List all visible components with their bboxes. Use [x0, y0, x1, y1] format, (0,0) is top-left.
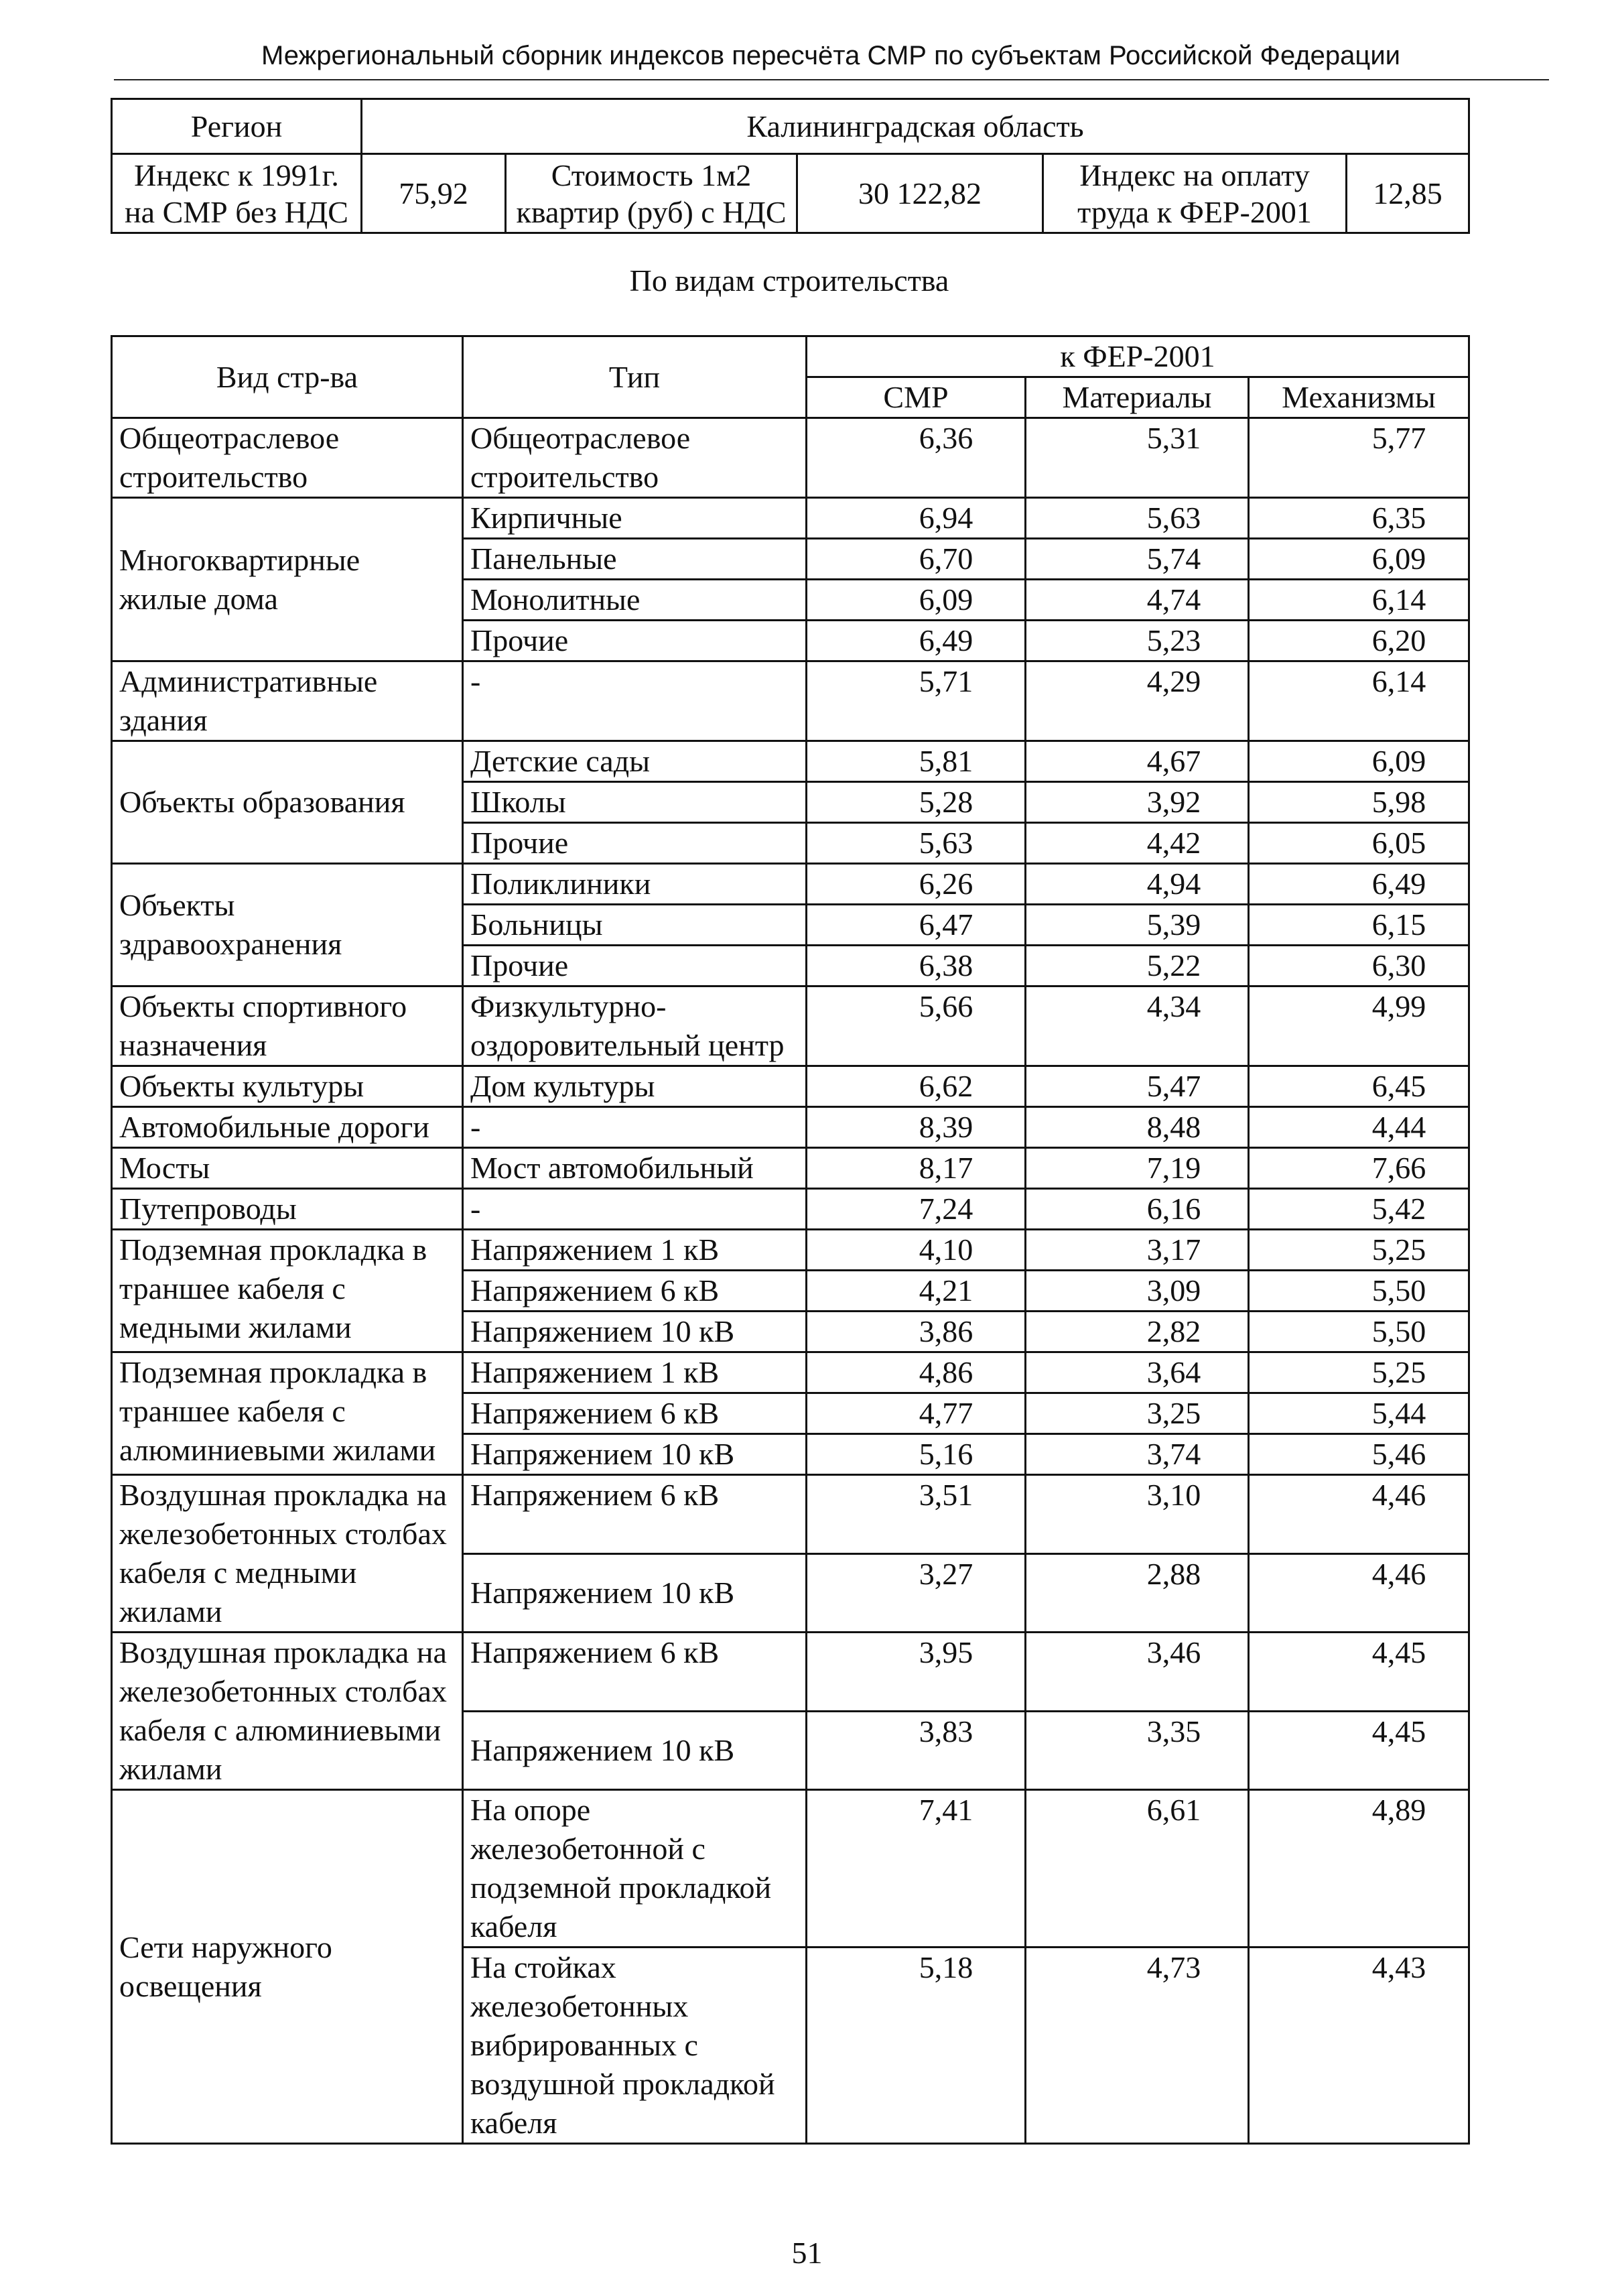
cell-type: -	[463, 1107, 807, 1148]
region-value: Калининградская область	[362, 99, 1469, 154]
cost-value: 30 122,82	[797, 154, 1043, 233]
cell-materials: 4,67	[1026, 741, 1249, 782]
cell-materials: 3,25	[1026, 1393, 1249, 1434]
index-table	[111, 335, 1470, 2145]
cell-smr: 5,28	[807, 782, 1026, 823]
cell-materials: 3,74	[1026, 1434, 1249, 1475]
cell-mechanisms: 5,46	[1249, 1434, 1469, 1475]
cell-type: Общеотраслевое строительство	[463, 418, 807, 498]
cell-mechanisms: 6,30	[1249, 946, 1469, 986]
page-number: 51	[791, 2236, 823, 2270]
cell-smr: 5,81	[807, 741, 1026, 782]
cell-mechanisms: 6,49	[1249, 864, 1469, 905]
cell-mechanisms: 6,15	[1249, 905, 1469, 946]
cell-mechanisms: 6,09	[1249, 741, 1469, 782]
cell-materials: 6,16	[1026, 1189, 1249, 1230]
col-mechanisms-header: Механизмы	[1249, 377, 1469, 418]
section-subtitle: По видам строительства	[629, 263, 949, 298]
cell-type: На стойках железобетонных вибрированных с воздушной прокладкой кабеля	[463, 1948, 807, 2144]
cell-smr: 3,86	[807, 1312, 1026, 1352]
cell-materials: 5,74	[1026, 539, 1249, 580]
index-value: 75,92	[362, 154, 506, 233]
table-row	[112, 1066, 1469, 1107]
page-header: Межрегиональный сборник индексов пересчёта СМР по субъектам Российской Федерации	[261, 41, 1401, 70]
cell-materials: 5,39	[1026, 905, 1249, 946]
labor-label: Индекс на оплату труда к ФЕР-2001	[1043, 154, 1347, 233]
cell-type: -	[463, 1189, 807, 1230]
cell-materials: 5,47	[1026, 1066, 1249, 1107]
cell-materials: 3,64	[1026, 1352, 1249, 1393]
cell-smr: 6,36	[807, 418, 1026, 498]
index-table-body	[112, 418, 1469, 2144]
table-row	[112, 1352, 1469, 1393]
cell-mechanisms: 5,50	[1249, 1271, 1469, 1312]
cell-type: Физкультурно-оздоровительный центр	[463, 986, 807, 1066]
cell-type: Прочие	[463, 946, 807, 986]
cell-type: Напряжением 6 кВ	[463, 1393, 807, 1434]
cell-materials: 3,09	[1026, 1271, 1249, 1312]
cell-mechanisms: 6,14	[1249, 580, 1469, 621]
cell-mechanisms: 4,89	[1249, 1790, 1469, 1948]
cell-smr: 3,51	[807, 1475, 1026, 1554]
cell-smr: 5,71	[807, 661, 1026, 741]
cell-materials: 2,88	[1026, 1553, 1249, 1633]
col-group-header: к ФЕР-2001	[807, 336, 1469, 377]
cell-smr: 4,86	[807, 1352, 1026, 1393]
cell-type: Монолитные	[463, 580, 807, 621]
cell-smr: 4,21	[807, 1271, 1026, 1312]
cell-mechanisms: 4,45	[1249, 1633, 1469, 1712]
cell-smr: 5,66	[807, 986, 1026, 1066]
col-materials-header: Материалы	[1026, 377, 1249, 418]
cell-materials: 2,82	[1026, 1312, 1249, 1352]
cell-kind: Административные здания	[112, 661, 463, 741]
cell-materials: 3,35	[1026, 1711, 1249, 1790]
cell-materials: 5,63	[1026, 498, 1249, 539]
labor-value: 12,85	[1347, 154, 1469, 233]
cell-type: Напряжением 6 кВ	[463, 1271, 807, 1312]
cell-mechanisms: 5,25	[1249, 1352, 1469, 1393]
cell-smr: 7,24	[807, 1189, 1026, 1230]
cell-materials: 3,46	[1026, 1633, 1249, 1712]
cell-smr: 5,16	[807, 1434, 1026, 1475]
cell-type: Школы	[463, 782, 807, 823]
table-row	[112, 1633, 1469, 1712]
cell-kind: Мосты	[112, 1148, 463, 1189]
table-row	[112, 661, 1469, 741]
cell-materials: 4,29	[1026, 661, 1249, 741]
cell-smr: 8,17	[807, 1148, 1026, 1189]
cell-kind: Многоквартирные жилые дома	[112, 498, 463, 661]
cell-kind: Автомобильные дороги	[112, 1107, 463, 1148]
cell-type: Мост автомобильный	[463, 1148, 807, 1189]
cell-type: Детские сады	[463, 741, 807, 782]
cell-materials: 8,48	[1026, 1107, 1249, 1148]
table-row	[112, 864, 1469, 905]
cell-smr: 6,26	[807, 864, 1026, 905]
cell-type: Напряжением 10 кВ	[463, 1711, 807, 1790]
cell-type: Напряжением 1 кВ	[463, 1352, 807, 1393]
cell-mechanisms: 4,46	[1249, 1475, 1469, 1554]
cell-mechanisms: 4,99	[1249, 986, 1469, 1066]
cell-kind: Воздушная прокладка на железобетонных столбах кабеля с алюминиевыми жилами	[112, 1633, 463, 1790]
cell-materials: 7,19	[1026, 1148, 1249, 1189]
cell-materials: 3,10	[1026, 1475, 1249, 1554]
cell-materials: 5,23	[1026, 621, 1249, 661]
cell-smr: 6,70	[807, 539, 1026, 580]
table-row	[112, 1107, 1469, 1148]
cell-smr: 3,83	[807, 1711, 1026, 1790]
cell-kind: Объекты образования	[112, 741, 463, 864]
col-smr-header: СМР	[807, 377, 1026, 418]
col-type-header: Тип	[463, 336, 807, 418]
cell-smr: 3,27	[807, 1553, 1026, 1633]
cell-type: Панельные	[463, 539, 807, 580]
cell-smr: 8,39	[807, 1107, 1026, 1148]
table-row	[112, 418, 1469, 498]
cell-kind: Объекты культуры	[112, 1066, 463, 1107]
cell-materials: 4,34	[1026, 986, 1249, 1066]
table-row	[112, 1148, 1469, 1189]
cell-materials: 3,92	[1026, 782, 1249, 823]
cell-kind: Воздушная прокладка на железобетонных столбах кабеля с медными жилами	[112, 1475, 463, 1633]
cell-type: Прочие	[463, 823, 807, 864]
cell-materials: 6,61	[1026, 1790, 1249, 1948]
cell-materials: 5,22	[1026, 946, 1249, 986]
cell-mechanisms: 4,43	[1249, 1948, 1469, 2144]
index-label: Индекс к 1991г. на СМР без НДС	[112, 154, 362, 233]
cell-smr: 4,77	[807, 1393, 1026, 1434]
cell-smr: 6,49	[807, 621, 1026, 661]
cell-mechanisms: 6,35	[1249, 498, 1469, 539]
cell-type: Напряжением 6 кВ	[463, 1633, 807, 1712]
cell-type: Кирпичные	[463, 498, 807, 539]
cell-type: Напряжением 10 кВ	[463, 1553, 807, 1633]
cell-mechanisms: 6,14	[1249, 661, 1469, 741]
cell-kind: Объекты спортивного назначения	[112, 986, 463, 1066]
cell-materials: 3,17	[1026, 1230, 1249, 1271]
table-row	[112, 498, 1469, 539]
cell-smr: 6,62	[807, 1066, 1026, 1107]
cell-mechanisms: 6,05	[1249, 823, 1469, 864]
cell-mechanisms: 4,44	[1249, 1107, 1469, 1148]
cell-type: Напряжением 10 кВ	[463, 1434, 807, 1475]
cell-kind: Сети наружного освещения	[112, 1790, 463, 2144]
header-rule	[114, 79, 1549, 80]
cell-mechanisms: 5,42	[1249, 1189, 1469, 1230]
cell-materials: 4,94	[1026, 864, 1249, 905]
cell-smr: 7,41	[807, 1790, 1026, 1948]
col-kind-header: Вид стр-ва	[112, 336, 463, 418]
region-label: Регион	[112, 99, 362, 154]
cell-mechanisms: 6,45	[1249, 1066, 1469, 1107]
cell-type: Прочие	[463, 621, 807, 661]
cell-mechanisms: 5,44	[1249, 1393, 1469, 1434]
cell-materials: 4,42	[1026, 823, 1249, 864]
cell-kind: Подземная прокладка в траншее кабеля с медными жилами	[112, 1230, 463, 1352]
cell-type: Напряжением 1 кВ	[463, 1230, 807, 1271]
cell-mechanisms: 5,77	[1249, 418, 1469, 498]
table-row	[112, 1790, 1469, 1948]
cell-smr: 6,47	[807, 905, 1026, 946]
cell-smr: 6,38	[807, 946, 1026, 986]
region-table	[111, 98, 1470, 234]
cell-smr: 6,94	[807, 498, 1026, 539]
cell-kind: Общеотраслевое строительство	[112, 418, 463, 498]
cell-mechanisms: 5,98	[1249, 782, 1469, 823]
cell-smr: 3,95	[807, 1633, 1026, 1712]
table-row	[112, 1230, 1469, 1271]
cell-mechanisms: 6,09	[1249, 539, 1469, 580]
cell-mechanisms: 5,50	[1249, 1312, 1469, 1352]
cell-mechanisms: 4,46	[1249, 1553, 1469, 1633]
cell-mechanisms: 4,45	[1249, 1711, 1469, 1790]
cell-type: Дом культуры	[463, 1066, 807, 1107]
cell-type: Больницы	[463, 905, 807, 946]
cell-type: -	[463, 661, 807, 741]
cell-mechanisms: 5,25	[1249, 1230, 1469, 1271]
table-row	[112, 1475, 1469, 1554]
table-row	[112, 1189, 1469, 1230]
cell-kind: Объекты здравоохранения	[112, 864, 463, 986]
cell-type: Напряжением 10 кВ	[463, 1312, 807, 1352]
cell-materials: 5,31	[1026, 418, 1249, 498]
cell-smr: 5,18	[807, 1948, 1026, 2144]
cell-smr: 6,09	[807, 580, 1026, 621]
cell-smr: 4,10	[807, 1230, 1026, 1271]
cost-label: Стоимость 1м2 квартир (руб) с НДС	[506, 154, 797, 233]
table-row	[112, 986, 1469, 1066]
cell-type: На опоре железобетонной с подземной прокладкой кабеля	[463, 1790, 807, 1948]
cell-kind: Путепроводы	[112, 1189, 463, 1230]
table-row	[112, 741, 1469, 782]
cell-type: Поликлиники	[463, 864, 807, 905]
cell-materials: 4,73	[1026, 1948, 1249, 2144]
cell-kind: Подземная прокладка в траншее кабеля с алюминиевыми жилами	[112, 1352, 463, 1475]
cell-mechanisms: 6,20	[1249, 621, 1469, 661]
cell-smr: 5,63	[807, 823, 1026, 864]
cell-mechanisms: 7,66	[1249, 1148, 1469, 1189]
cell-type: Напряжением 6 кВ	[463, 1475, 807, 1554]
cell-materials: 4,74	[1026, 580, 1249, 621]
